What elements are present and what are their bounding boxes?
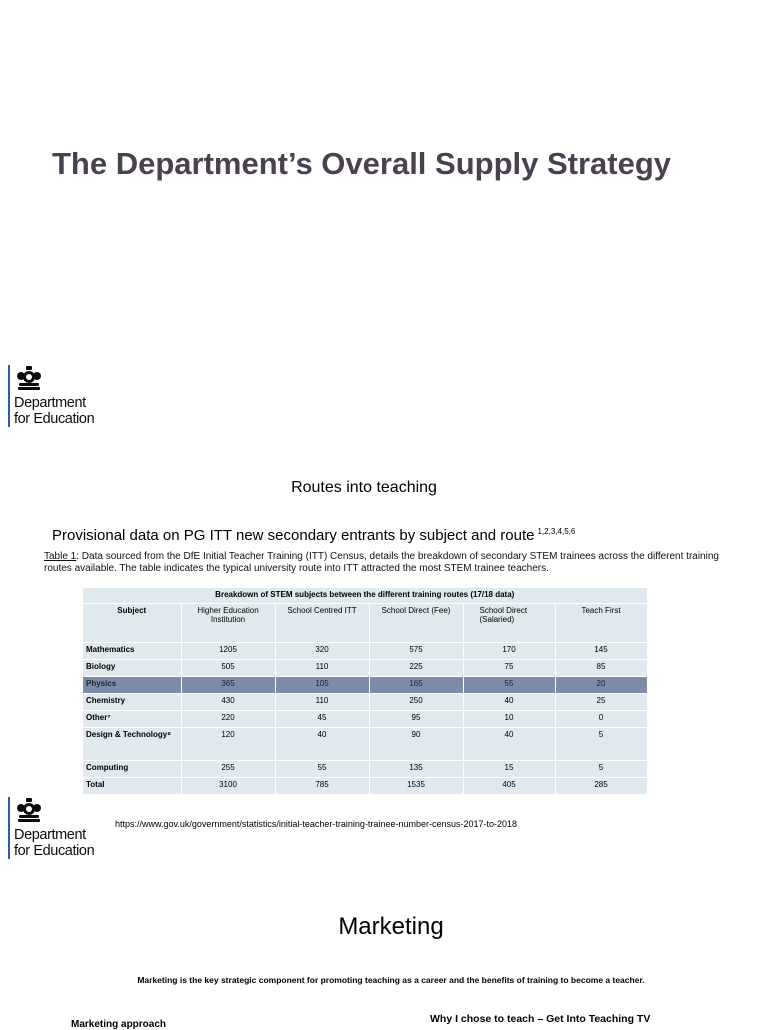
provisional-refs: 1,2,3,4,5,6 (537, 527, 576, 536)
table-caption-text: : Data sourced from the DfE Initial Teacher Training (ITT) Census, details the breakdown of secondary STEM trainees across the different training routes available. The table indicates the typical university route into ITT attracted the most STEM trainee teachers. (44, 551, 719, 574)
value-cell: 320 (275, 643, 369, 660)
logo-line-1: Department (14, 827, 86, 843)
logo-line-2: for Education (14, 843, 95, 859)
why-teach-heading: Why I chose to teach – Get Into Teaching TV (430, 1013, 651, 1025)
subject-cell: Biology (83, 660, 181, 677)
value-cell: 250 (369, 694, 463, 711)
value-cell: 85 (555, 660, 647, 677)
value-cell: 135 (369, 761, 463, 778)
subject-cell: Computing (83, 761, 181, 778)
logo-bar (8, 797, 10, 859)
value-cell: 145 (555, 643, 647, 660)
page-title: The Department’s Overall Supply Strategy (52, 146, 672, 181)
value-cell: 5 (555, 761, 647, 778)
value-cell: 10 (463, 711, 555, 728)
value-cell: 405 (463, 778, 555, 795)
value-cell: 1205 (181, 643, 275, 660)
dfe-logo (8, 365, 118, 431)
value-cell: 40 (463, 694, 555, 711)
table-caption (44, 551, 744, 575)
value-cell: 220 (181, 711, 275, 728)
value-cell: 90 (369, 728, 463, 761)
source-link[interactable]: https://www.gov.uk/government/statistics/initial-teacher-training-trainee-number-census-2017-to-2018 (115, 819, 518, 829)
stem-routes-table (83, 588, 648, 795)
marketing-subheading: Marketing is the key strategic component for promoting teaching as a career and the benefits of training to become a teacher. (137, 975, 645, 985)
column-header: Subject (83, 604, 181, 643)
value-cell: 3100 (181, 778, 275, 795)
logo-line-2: for Education (14, 411, 95, 427)
value-cell: 95 (369, 711, 463, 728)
value-cell: 110 (275, 694, 369, 711)
value-cell: 165 (369, 677, 463, 694)
value-cell: 365 (181, 677, 275, 694)
table-row (83, 761, 647, 778)
table-title: Breakdown of STEM subjects between the different training routes (17/18 data) (83, 588, 647, 604)
value-cell: 505 (181, 660, 275, 677)
logo-bar (8, 365, 10, 427)
royal-crest-icon (15, 797, 43, 825)
value-cell: 110 (275, 660, 369, 677)
value-cell: 5 (555, 728, 647, 761)
value-cell: 1535 (369, 778, 463, 795)
subject-cell: Other⁷ (83, 711, 181, 728)
value-cell: 40 (275, 728, 369, 761)
subject-cell: Total (83, 778, 181, 795)
value-cell: 15 (463, 761, 555, 778)
logo-line-1: Department (14, 395, 86, 411)
column-header: Higher Education Institution (181, 604, 275, 643)
marketing-heading: Marketing (338, 913, 444, 940)
value-cell: 575 (369, 643, 463, 660)
table-row-total (83, 778, 647, 795)
marketing-approach-heading: Marketing approach (71, 1019, 167, 1030)
value-cell: 430 (181, 694, 275, 711)
table-row (83, 711, 647, 728)
value-cell: 20 (555, 677, 647, 694)
dfe-logo (8, 797, 118, 863)
subject-cell: Mathematics (83, 643, 181, 660)
value-cell: 55 (463, 677, 555, 694)
value-cell: 40 (463, 728, 555, 761)
value-cell: 170 (463, 643, 555, 660)
column-header: School Direct (Salaried) (463, 604, 555, 643)
value-cell: 285 (555, 778, 647, 795)
table-row (83, 728, 647, 761)
value-cell: 45 (275, 711, 369, 728)
provisional-heading-text: Provisional data on PG ITT new secondary entrants by subject and route (52, 527, 535, 544)
value-cell: 785 (275, 778, 369, 795)
royal-crest-icon (15, 365, 43, 393)
value-cell: 55 (275, 761, 369, 778)
value-cell: 120 (181, 728, 275, 761)
column-header: School Centred ITT (275, 604, 369, 643)
value-cell: 0 (555, 711, 647, 728)
column-header: School Direct (Fee) (369, 604, 463, 643)
value-cell: 25 (555, 694, 647, 711)
table-row (83, 660, 647, 677)
table-row (83, 694, 647, 711)
table-row-highlighted (83, 677, 647, 694)
value-cell: 75 (463, 660, 555, 677)
subject-cell: Design & Technology⁸ (83, 728, 181, 761)
table-caption-label: Table 1 (44, 551, 77, 562)
subject-cell: Chemistry (83, 694, 181, 711)
routes-heading: Routes into teaching (291, 479, 437, 496)
subject-cell: Physics (83, 677, 181, 694)
column-header: Teach First (555, 604, 647, 643)
value-cell: 255 (181, 761, 275, 778)
provisional-heading (52, 527, 575, 544)
value-cell: 105 (275, 677, 369, 694)
value-cell: 225 (369, 660, 463, 677)
table-row (83, 643, 647, 660)
